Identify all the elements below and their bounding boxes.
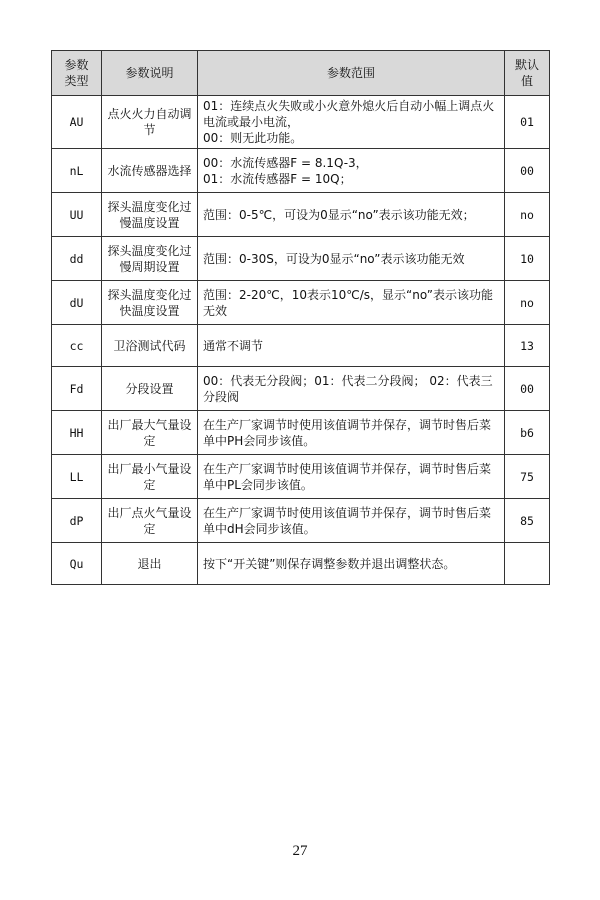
default-value-cell: 00: [505, 367, 550, 411]
default-value-cell: b6: [505, 411, 550, 455]
param-description-cell: 水流传感器选择: [102, 149, 198, 193]
table-row: [52, 455, 550, 499]
table-row: [52, 149, 550, 193]
table-row: [52, 543, 550, 585]
param-range-line: 范围：0-5℃，可设为0显示“no”表示该功能无效；: [203, 207, 475, 222]
param-range-cell: [198, 281, 505, 325]
param-type-cell: Fd: [52, 367, 102, 411]
param-range-cell: [198, 237, 505, 281]
table-header-row: [52, 51, 550, 96]
param-description-cell: 卫浴测试代码: [102, 325, 198, 367]
param-description-cell: 点火火力自动调节: [102, 96, 198, 149]
param-description-cell: 探头温度变化过快温度设置: [102, 281, 198, 325]
param-type-cell: UU: [52, 193, 102, 237]
param-range-line: 00：代表无分段阀；01：代表二分段阀； 02：代表三分段阀: [203, 373, 493, 404]
table-row: [52, 237, 550, 281]
param-range-cell: [198, 149, 505, 193]
param-range-line: 01：连续点火失败或小火意外熄火后自动小幅上调点火电流或最小电流，: [203, 99, 495, 129]
param-description-cell: 退出: [102, 543, 198, 585]
param-type-cell: Qu: [52, 543, 102, 585]
param-description-cell: 出厂最小气量设定: [102, 455, 198, 499]
param-type-cell: AU: [52, 96, 102, 149]
param-type-cell: dP: [52, 499, 102, 543]
param-type-cell: LL: [52, 455, 102, 499]
parameter-table: [51, 50, 550, 585]
param-range-line: 在生产厂家调节时使用该值调节并保存，调节时售后菜单中dH会同步该值。: [203, 505, 492, 536]
param-range-line: 00：水流传感器F = 8.1Q-3，: [203, 155, 368, 170]
default-value-cell: no: [505, 281, 550, 325]
param-description-cell: 分段设置: [102, 367, 198, 411]
param-range-cell: [198, 325, 505, 367]
table-row: [52, 367, 550, 411]
param-range-cell: [198, 455, 505, 499]
param-range-cell: [198, 411, 505, 455]
param-range-line: 00：则无此功能。: [203, 131, 303, 145]
table-row: [52, 193, 550, 237]
param-range-line: 01：水流传感器F = 10Q；: [203, 171, 352, 186]
param-description-cell: 探头温度变化过慢周期设置: [102, 237, 198, 281]
param-type-cell: dd: [52, 237, 102, 281]
param-range-cell: [198, 193, 505, 237]
table-row: [52, 281, 550, 325]
param-range-line: 通常不调节: [203, 338, 264, 353]
table-row: [52, 325, 550, 367]
header-param-type: 参数 类型: [52, 51, 102, 96]
param-range-line: 在生产厂家调节时使用该值调节并保存，调节时售后菜单中PH会同步该值。: [203, 417, 492, 448]
param-type-cell: cc: [52, 325, 102, 367]
param-type-cell: dU: [52, 281, 102, 325]
param-range-cell: [198, 367, 505, 411]
param-range-cell: [198, 499, 505, 543]
page-number: 27: [292, 843, 308, 859]
default-value-cell: [505, 543, 550, 585]
param-range-line: 在生产厂家调节时使用该值调节并保存，调节时售后菜单中PL会同步该值。: [203, 461, 492, 492]
param-range-cell: [198, 543, 505, 585]
default-value-cell: 85: [505, 499, 550, 543]
table-row: [52, 411, 550, 455]
table-row: [52, 499, 550, 543]
param-type-cell: HH: [52, 411, 102, 455]
param-range-line: 范围：2-20℃，10表示10℃/s，显示“no”表示该功能无效: [203, 287, 493, 318]
default-value-cell: 00: [505, 149, 550, 193]
default-value-cell: 10: [505, 237, 550, 281]
table-row: [52, 96, 550, 149]
param-type-cell: nL: [52, 149, 102, 193]
param-range-cell: [198, 96, 505, 149]
param-range-line: 按下“开关键”则保存调整参数并退出调整状态。: [203, 556, 456, 571]
header-default-value: 默认 值: [505, 51, 550, 96]
param-range-line: 范围：0-30S，可设为0显示“no”表示该功能无效: [203, 251, 465, 266]
default-value-cell: 75: [505, 455, 550, 499]
default-value-cell: no: [505, 193, 550, 237]
param-description-cell: 出厂点火气量设定: [102, 499, 198, 543]
header-param-range: 参数范围: [198, 51, 505, 96]
default-value-cell: 13: [505, 325, 550, 367]
header-param-description: 参数说明: [102, 51, 198, 96]
param-description-cell: 探头温度变化过慢温度设置: [102, 193, 198, 237]
param-description-cell: 出厂最大气量设定: [102, 411, 198, 455]
default-value-cell: 01: [505, 96, 550, 149]
